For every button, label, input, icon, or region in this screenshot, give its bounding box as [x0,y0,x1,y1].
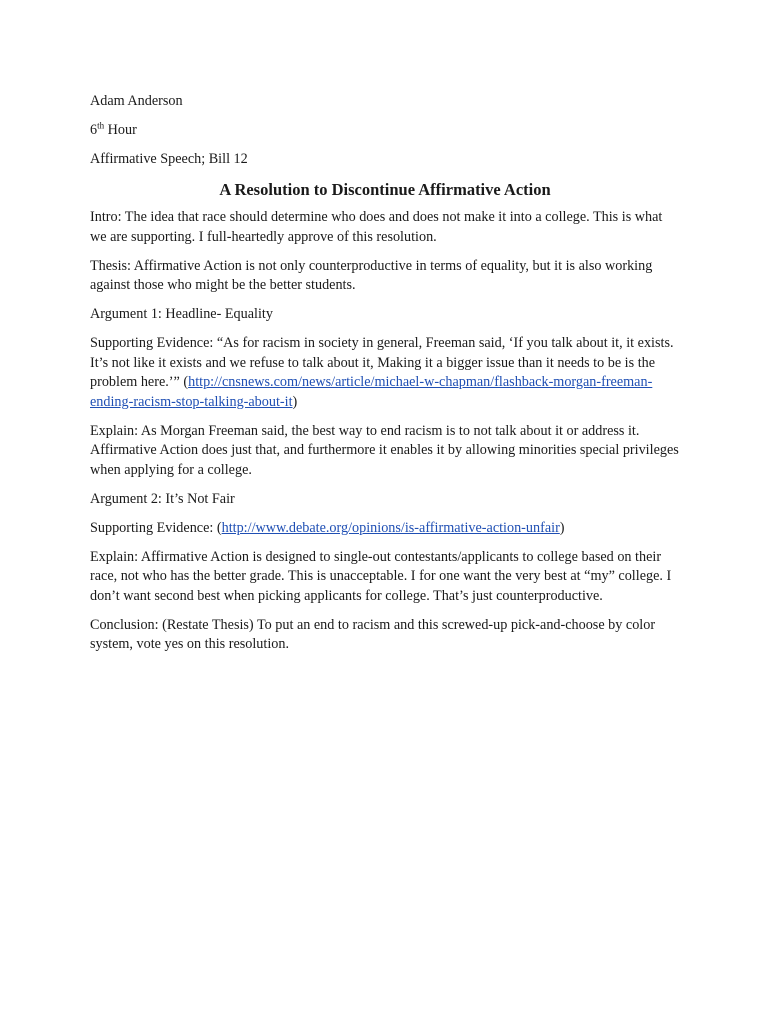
evidence-2-text: Supporting Evidence: ( [90,519,222,536]
evidence-1-close: ) [292,393,298,410]
explain-2-paragraph: Explain: Affirmative Action is designed to single-out contestants/applicants to college based on their race, not who has the better grade. This is unacceptable. I for one want the very best at “my” college. I don’t want second best when picking applicants for college. That’s just counterproductive. [90,548,672,604]
evidence-1-link[interactable]: http://cnsnews.com/news/article/michael-w-chapman/flashback-morgan-freeman-ending-racism-stop-talking-about-it [90,374,653,410]
class-period [90,121,680,141]
intro-paragraph: Intro: The idea that race should determine who does and does not make it into a college. This is what we are supporting. I full-heartedly approve of this resolution. [90,209,663,245]
period-word: Hour [104,122,137,138]
author-name: Adam Anderson [90,93,183,109]
period-suffix: th [97,120,105,131]
evidence-1-text: Supporting Evidence: “As for racism in society in general, Freeman said, ‘If you talk about it, it exists. It’s not like it exists and we refuse to talk about it, Making it a bigger issue than it needs to be is the problem here.’” ( [90,335,674,390]
period-number: 6 [90,122,98,138]
assignment-line: Affirmative Speech; Bill 12 [90,151,248,167]
document-page [90,92,680,664]
evidence-1-paragraph [90,334,680,412]
explain-1-paragraph: Explain: As Morgan Freeman said, the best way to end racism is to not talk about it or address it. Affirmative Action does just that, and furthermore it enables it by allowing minorities special privileges when applying for a college. [90,422,679,478]
evidence-2-paragraph [90,519,680,539]
argument-2-heading: Argument 2: It’s Not Fair [90,490,235,507]
document-title: A Resolution to Discontinue Affirmative Action [219,180,551,199]
thesis-paragraph: Thesis: Affirmative Action is not only counterproductive in terms of equality, but it is also working against those who might be the better students. [90,257,653,293]
argument-1-heading: Argument 1: Headline- Equality [90,306,273,322]
evidence-2-close: ) [559,519,565,536]
conclusion-paragraph: Conclusion: (Restate Thesis) To put an end to racism and this screwed-up pick-and-choose by color system, vote yes on this resolution. [90,616,656,652]
evidence-2-link[interactable]: http://www.debate.org/opinions/is-affirmative-action-unfair [221,519,560,536]
